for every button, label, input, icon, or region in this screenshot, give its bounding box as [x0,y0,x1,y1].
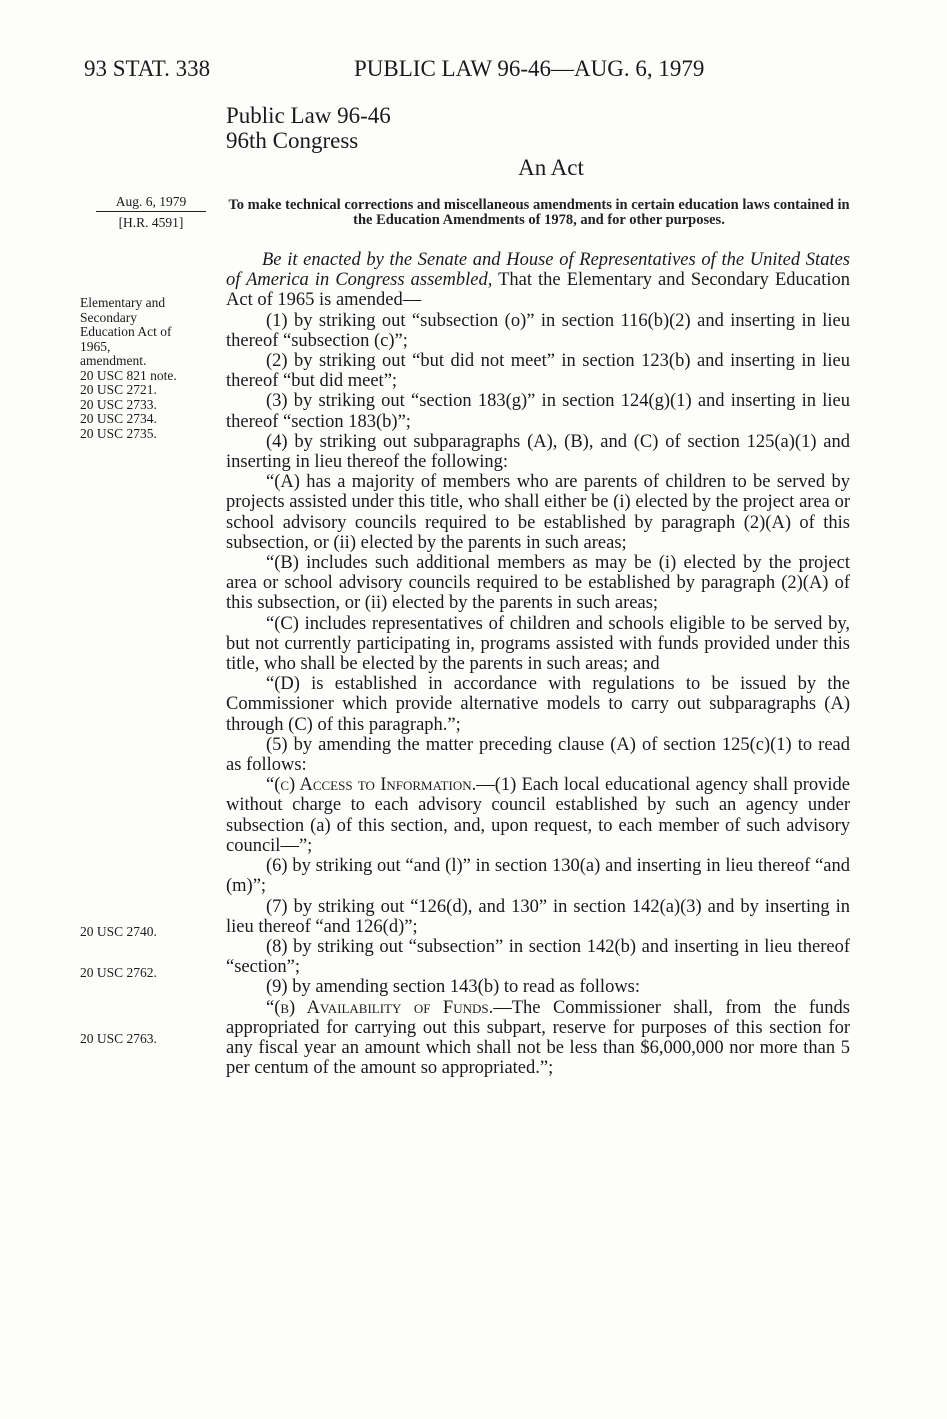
margin-note-2762: 20 USC 2762. [80,965,157,980]
running-head [84,56,887,86]
margin-note: amendment. [80,353,147,368]
paragraph-6: (6) by striking out “and (l)” in section 130(a) and inserting in lieu thereof “and (m)”; [226,856,850,897]
margin-note: Secondary [80,309,137,325]
bill-number: [H.R. 4591] [118,215,184,230]
enacting-clause [226,250,850,311]
margin-note: Elementary and [80,295,166,310]
paragraph-5: (5) by amending the matter preceding clause (A) of section 125(c)(1) to read as follows: [226,734,850,776]
subparagraph-a: “(A) has a majority of members who are parents of children to be served by projects assisted under this title, who shall either be (i) elected by the project area or school advisory councils required to be established by paragraph (2)(A) of this subsection, or (ii) elected by the parents in such areas; [226,472,850,553]
enacting-italic: Be it enacted by the Senate and House of Representatives of the United States of America in Congress assembled, [226,250,850,291]
margin-note: 20 USC 2734. [80,411,157,426]
paragraph-1: (1) by striking out “subsection (o)” in section 116(b)(2) and inserting in lieu thereof “subsection (c)”; [226,310,850,351]
paragraph-4: (4) by striking out subparagraphs (A), (B), and (C) of section 125(a)(1) and inserting in lieu thereof the following: [226,431,850,473]
paragraph-3: (3) by striking out “section 183(g)” in section 124(g)(1) and inserting in lieu thereof “section 183(b)”; [226,391,850,432]
title-block [226,103,856,181]
enacting-rest: That the Elementary and Secondary Education Act of 1965 is amended— [226,270,850,311]
margin-note: 20 USC 2735. [80,425,157,441]
public-law-number: Public Law 96-46 [226,103,391,128]
paragraph-8: (8) by striking out “subsection” in section 142(b) and inserting in lieu thereof “section”; [226,936,850,978]
funds-text: —The Commissioner shall, from the funds appropriated for carrying out this subpart, reserve for purposes of this section for any fiscal year an amount which shall not be less than $6,000,000 nor more than 5 per centum of the amount so appropriated.”; [226,997,850,1079]
stat-page-number: 93 STAT. 338 [84,56,211,81]
margin-note: 1965, [80,338,111,354]
subparagraph-c: “(C) includes representatives of children and schools eligible to be served by, but not currently participating in, programs assisted with funds provided under this title, who shall be elected by the parents in such areas; and [226,613,850,675]
act-body [226,250,850,1078]
margin-note: Education Act of [80,324,172,339]
funds-heading: “(b) Availability of Funds. [266,997,494,1018]
law-header: PUBLIC LAW 96-46—AUG. 6, 1979 [354,56,705,81]
purpose-clause: To make technical corrections and miscellaneous amendments in certain education laws contained in the Education Amendments of 1978, and for other purposes. [228,197,850,228]
paragraph-9: (9) by amending section 143(b) to read as follows: [266,977,641,998]
margin-note-2740: 20 USC 2740. [80,924,157,939]
enactment-date: Aug. 6, 1979 [96,194,206,212]
access-heading: “(c) Access to Information. [266,775,477,796]
margin-date-block [96,194,206,231]
margin-note: 20 USC 2733. [80,396,157,412]
subparagraph-b: “(B) includes such additional members as may be (i) elected by the project area or school advisory councils required to be established by paragraph (2)(A) of this subsection, or (ii) elected by the parents in such areas; [226,553,850,614]
congress-number: 96th Congress [226,128,359,153]
paragraph-7: (7) by striking out “126(d), and 130” in section 142(a)(3) and by inserting in lieu thereof “and 126(d)”; [226,896,850,937]
paragraph-2: (2) by striking out “but did not meet” in section 123(b) and inserting in lieu thereof “but did meet”; [226,351,850,392]
access-text: —(1) Each local educational agency shall provide without charge to each advisory council established by such an agency under subsection (a) of this section, and, upon request, to each member of such advisory council—”; [226,775,850,856]
act-heading: An Act [518,155,584,180]
margin-note: 20 USC 821 note. [80,367,177,383]
margin-note: 20 USC 2721. [80,382,157,397]
access-to-information [226,775,850,856]
subparagraph-d: “(D) is established in accordance with regulations to be issued by the Commissioner which provide alternative models to carry out subparagraphs (A) through (C) of this paragraph.”; [226,674,850,735]
margin-notes [80,296,220,441]
availability-of-funds [226,998,850,1079]
margin-note-2763: 20 USC 2763. [80,1031,157,1046]
